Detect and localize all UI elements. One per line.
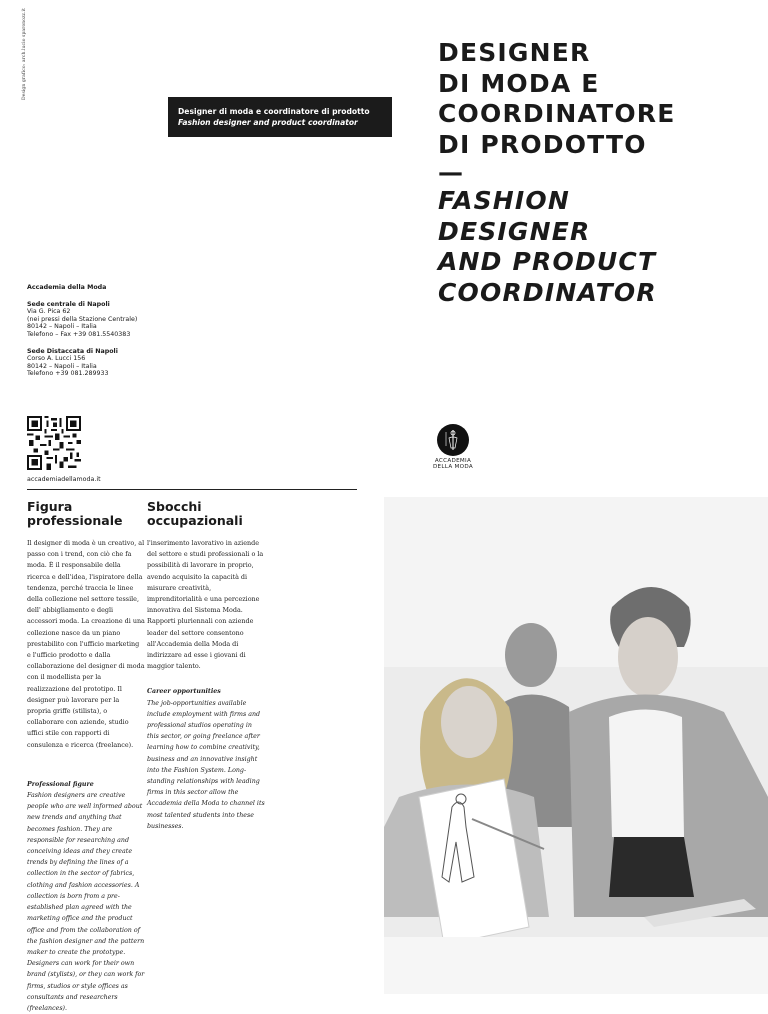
heading-it-line: DI MODA E bbox=[438, 68, 600, 98]
main-office-line: 80142 – Napoli – Italia bbox=[27, 323, 97, 331]
heading-it-line: COORDINATORE bbox=[438, 99, 676, 128]
branch-office-line: 80142 – Napoli – Italia bbox=[27, 362, 97, 370]
branch-office-line: Telefono +39 081.289933 bbox=[27, 370, 109, 378]
col1-heading-line: Figura bbox=[27, 499, 73, 514]
main-office-line: Via G. Pica 62 bbox=[27, 308, 71, 316]
heading-it-line: DI PRODOTTO bbox=[438, 129, 647, 159]
col2-english-title: Career opportunities bbox=[147, 688, 221, 696]
heading-en-line: FASHION bbox=[438, 186, 571, 215]
logo-line: DELLA MODA bbox=[432, 464, 474, 471]
column-career-opportunities bbox=[147, 500, 265, 832]
qr-code bbox=[27, 416, 81, 470]
main-heading bbox=[438, 38, 758, 308]
academy-logo bbox=[431, 424, 485, 470]
title-box-english: Fashion designer and product coordinator bbox=[178, 118, 358, 127]
col2-heading-line: occupazionali bbox=[147, 513, 243, 528]
col1-english-title: Professional figure bbox=[27, 780, 94, 788]
logo-line: ACCADEMIA bbox=[434, 458, 472, 464]
col1-heading-line: professionale bbox=[27, 513, 123, 528]
col1-english-body: Fashion designers are creative people who are well informed about new trends and anything that becomes fashion. They are responsible for researching and conceiving ideas and they create trends by defining the lines of a collection in the sector of fabrics, clothing and fashion accessories. A collection is born from a pre-established plan agreed with the marketing office and the product office and from the collaboration of the fashion designer and the pattern maker to create the prototype. Designers can work for their own brand (stylists), or they can work for firms, studios or style offices as consultants and researchers (freelances). bbox=[27, 792, 145, 1012]
heading-dash: — bbox=[438, 158, 465, 187]
logo-emblem-icon bbox=[437, 424, 469, 456]
heading-en-line: COORDINATOR bbox=[438, 277, 657, 307]
main-office-line: (nei pressi della Stazione Centrale) bbox=[27, 315, 138, 323]
students-photo bbox=[384, 497, 768, 994]
branch-office-title: Sede Distaccata di Napoli bbox=[27, 347, 118, 355]
logo-label bbox=[431, 458, 475, 470]
website-url: accademiadellamoda.it bbox=[27, 476, 101, 483]
col2-english-body: The job-opportunities available include employment with firms and professional studios operating in this sector, or going freelance after learning how to combine creativity, business and an innovative insight into the Fashion System. Long-standing relationships with leading firms in this sector allow the Accademia della Moda to channel its most talented students into these businesses. bbox=[147, 699, 265, 830]
branch-office-line: Corso A. Lucci 156 bbox=[27, 355, 86, 363]
col2-body-italian: l'inserimento lavorativo in aziende del settore e studi professionali o la possibilità di lavorare in proprio, avendo acquisito la capacità di misurare creatività, imprenditorialità e una percezione innovativa del Sistema Moda. Rapporti pluriennali con aziende leader del settore consentono all'Accademia della Moda di indirizzare ad esse i giovani di maggior talento. bbox=[147, 539, 264, 671]
column-professional-figure bbox=[27, 500, 145, 1014]
heading-en-line: AND PRODUCT bbox=[438, 247, 657, 276]
title-box bbox=[168, 97, 392, 137]
org-name: Accademia della Moda bbox=[27, 284, 107, 291]
divider bbox=[27, 489, 357, 490]
col1-english bbox=[27, 779, 145, 1014]
heading-en-line: DESIGNER bbox=[438, 216, 591, 246]
col1-heading bbox=[27, 500, 145, 528]
address-block bbox=[27, 284, 177, 378]
col2-english bbox=[147, 686, 265, 832]
col2-heading bbox=[147, 500, 265, 528]
main-office-line: Telefono – Fax +39 081.5540383 bbox=[27, 330, 131, 338]
design-credit: Design grafico: arch.lucio sparonozz.it bbox=[22, 7, 27, 100]
title-box-italian: Designer di moda e coordinatore di prodotto bbox=[178, 107, 370, 116]
heading-it-line: DESIGNER bbox=[438, 38, 591, 67]
main-office-title: Sede centrale di Napoli bbox=[27, 300, 110, 308]
col1-body-italian: Il designer di moda è un creativo, al passo con i trend, con ciò che fa moda. È il responsabile della ricerca e dell'idea, l'ispiratore della tendenza, perché traccia le linee della collezione nel settore tessile, dell' abbigliamento e degli accessori moda. La creazione di una collezione nasce da un piano prestabilito con l'ufficio marketing e l'ufficio prodotto e dalla collaborazione del designer di moda con il modellista per la realizzazione del prototipo. Il designer può lavorare per la propria griffe (stilista), o collaborare con aziende, studio uffici stile con rapporti di consulenza e ricerca (freelance). bbox=[27, 539, 145, 749]
col2-heading-line: Sbocchi bbox=[147, 499, 202, 514]
